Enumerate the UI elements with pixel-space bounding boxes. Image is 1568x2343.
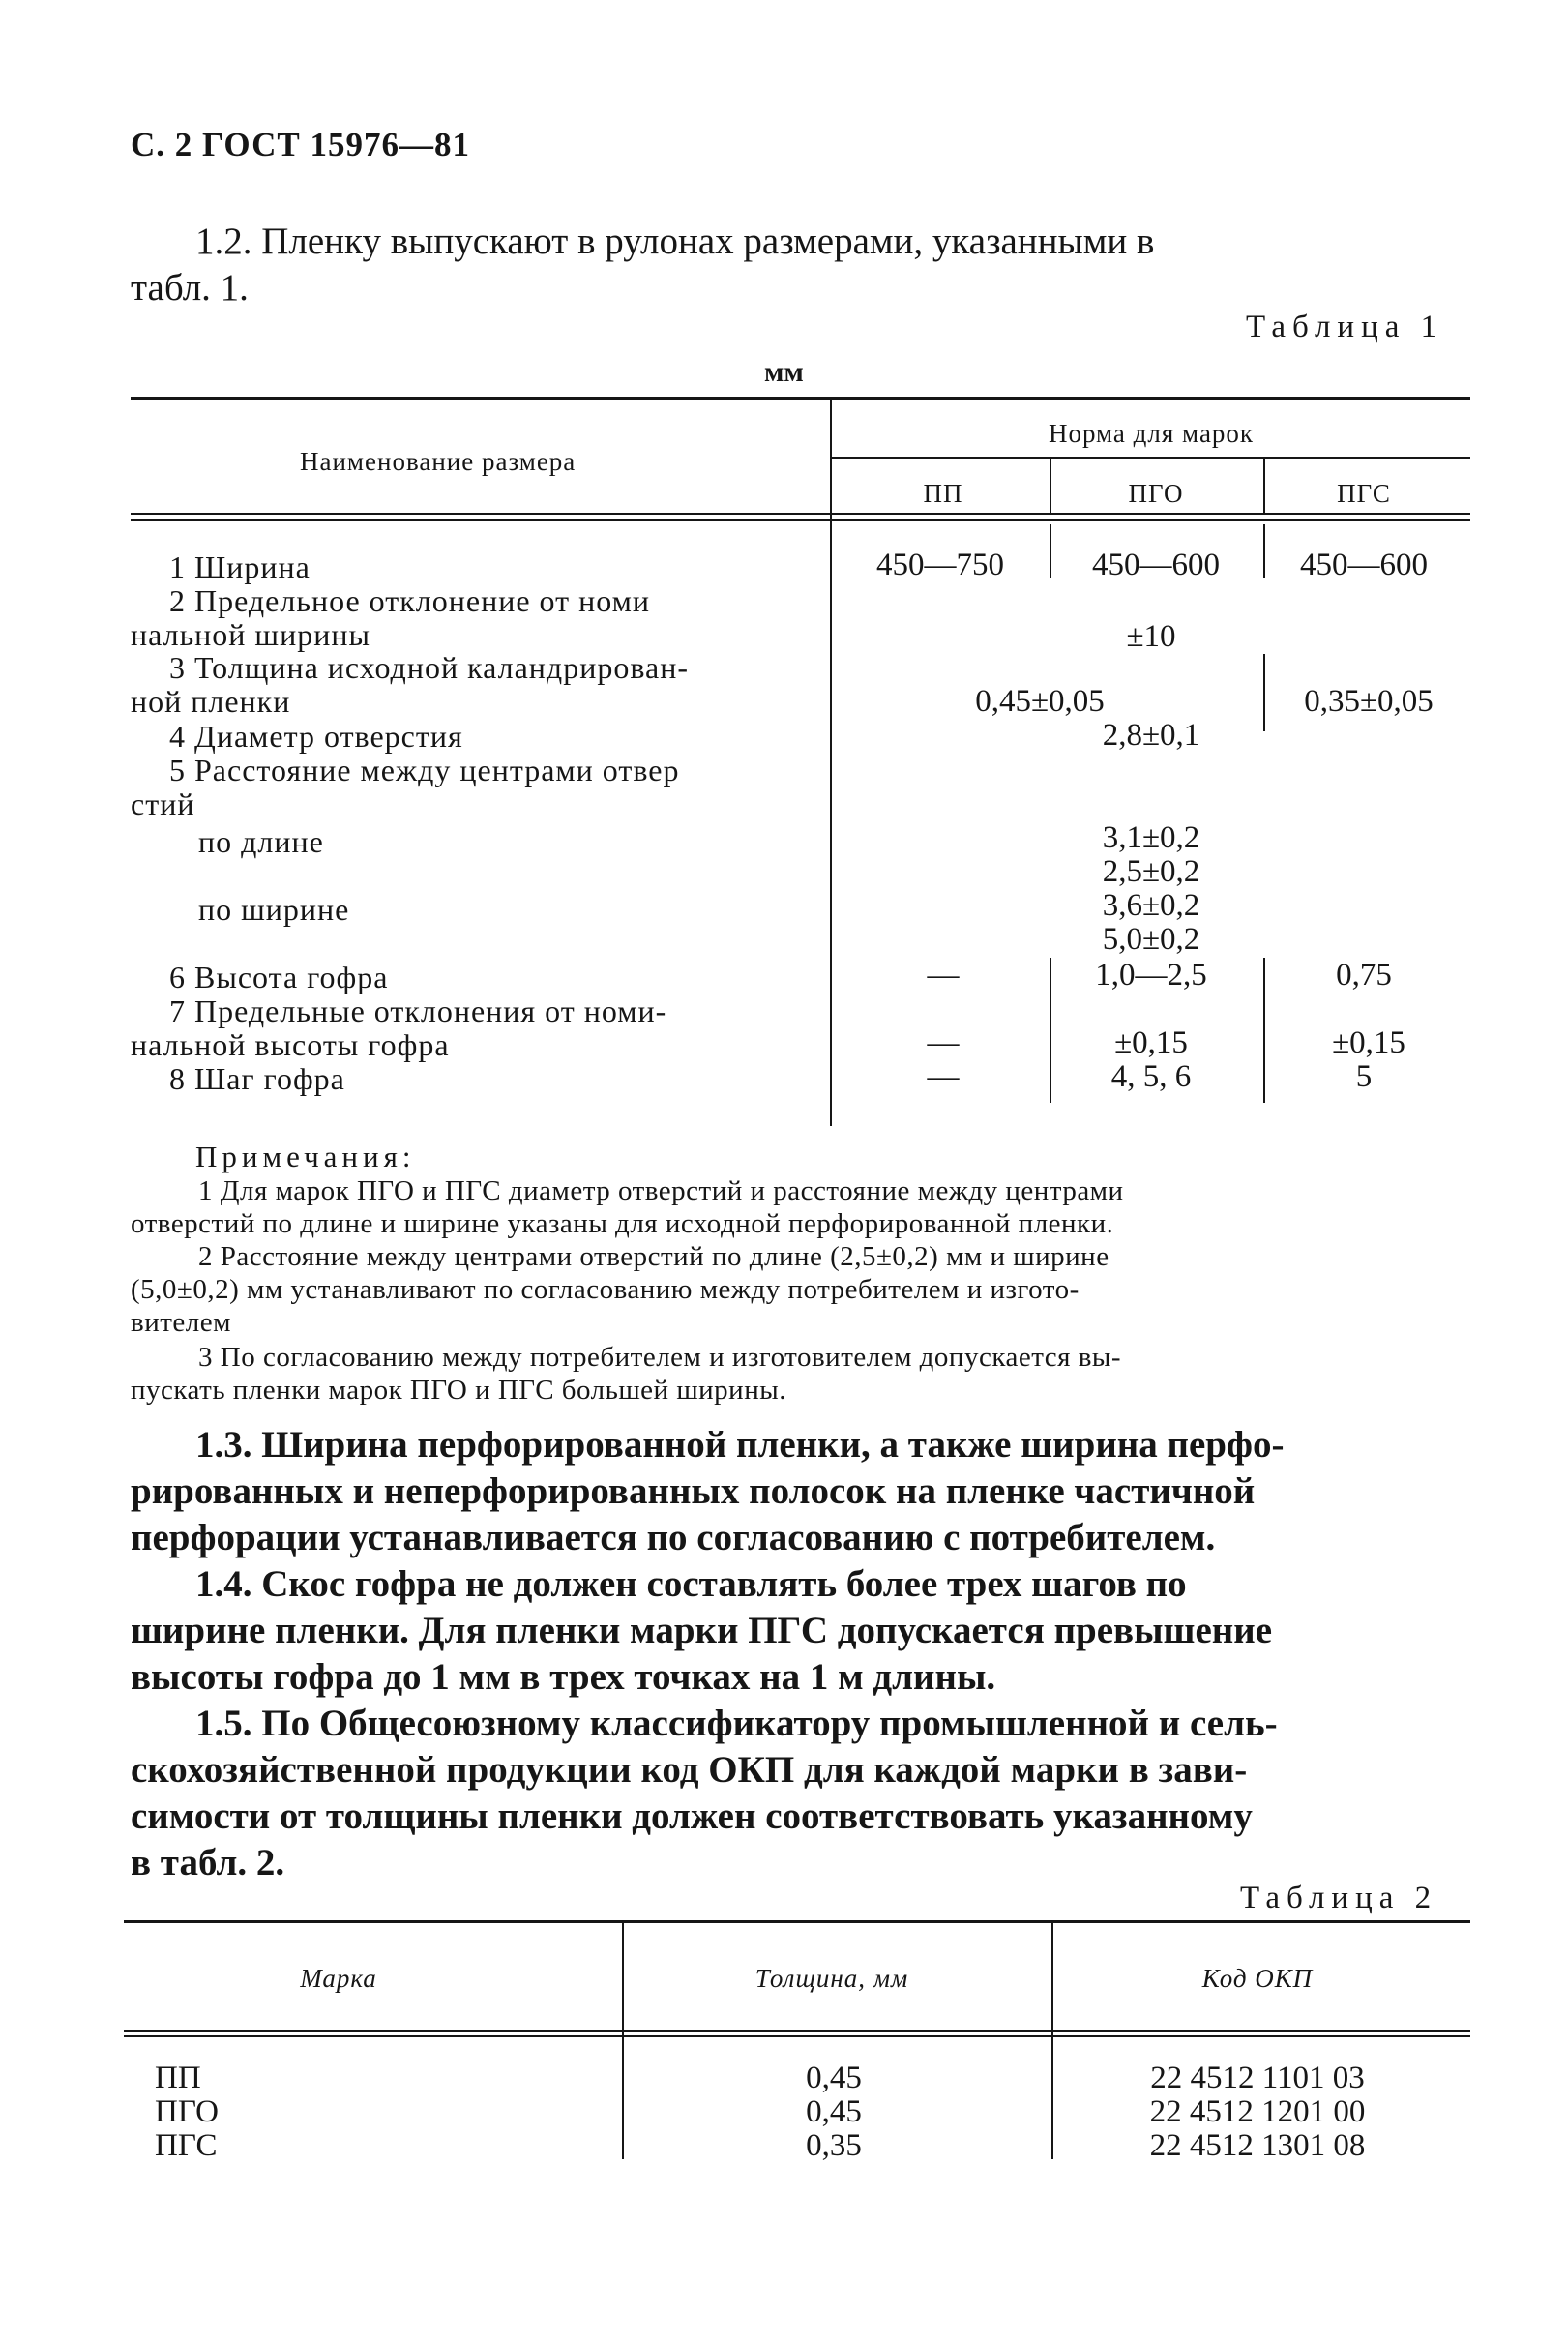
table1-r5-length-2: 2,5±0,2 [1102,854,1200,889]
table1-r6-pgs: 0,75 [1336,958,1392,993]
table1-r7-pp: — [927,1025,960,1060]
table1-r5-length-1: 3,1±0,2 [1102,820,1200,855]
table1-r4-val: 2,8±0,1 [1102,718,1200,753]
table1-notes-title: Примечания: [195,1140,416,1173]
table1-vline-r1-2 [1263,524,1265,578]
table1-r2-name-b: нальной ширины [131,617,370,652]
table2-row2-code: 22 4512 1201 00 [1149,2094,1366,2129]
table1-note-2a: 2 Расстояние между центрами отверстий по длине (2,5±0,2) мм и ширине [198,1241,1109,1272]
table1-r5-width-2: 5,0±0,2 [1102,922,1200,957]
table1-header-norm: Норма для марок [1048,419,1255,448]
table1-vline-hdr-2 [1263,459,1265,515]
table2-vline-2 [1051,1922,1053,2159]
para-1-2-line2: табл. 1. [131,267,249,309]
table2-row1-code: 22 4512 1101 03 [1150,2061,1365,2095]
table1-r4-name: 4 Диаметр отверстия [169,719,463,754]
table1-r1-name: 1 Ширина [169,549,311,584]
table2-top-rule [124,1920,1470,1923]
table1-r7-pgo: ±0,15 [1114,1025,1188,1060]
para-1-3-line3: перфорации устанавливается по согласованию с потребителем. [131,1517,1216,1558]
table1-r6-pp: — [927,958,960,993]
table1-header-name: Наименование размера [300,447,577,476]
table1-note-2b: (5,0±0,2) мм устанавливают по согласованию между потребителем и изгото- [131,1274,1080,1305]
table2-header-code: Код ОКП [1201,1964,1314,1993]
table2-header-rule-b [124,2035,1470,2037]
table1-r6-name: 6 Высота гофра [169,960,389,994]
table1-r3-name-a: 3 Толщина исходной каландрирован- [169,650,689,685]
table1-top-rule [131,397,1470,400]
table1-r1-pp: 450—750 [876,548,1004,582]
table2-header-rule-a [124,2030,1470,2032]
table1-note-3b: пускать пленки марок ПГО и ПГС большей ширины. [131,1375,786,1406]
table1-vline-r6-1 [1050,958,1051,1103]
table1-r8-pgs: 5 [1355,1059,1373,1094]
para-1-4-line2: ширине пленки. Для пленки марки ПГС допускается превышение [131,1610,1273,1651]
table2-row1-thickness: 0,45 [806,2061,862,2095]
table1-vline-hdr-1 [1050,459,1051,515]
table2-caption: Таблица 2 [1240,1881,1438,1915]
table1-subheader-rule [832,457,1470,459]
table2-row3-thickness: 0,35 [806,2128,862,2163]
table1-r8-pp: — [927,1059,960,1094]
table1-note-3a: 3 По согласованию между потребителем и изготовителем допускается вы- [198,1342,1122,1373]
page-header: С. 2 ГОСТ 15976—81 [131,126,470,163]
table1-vline-name [830,399,832,1126]
table2-row3-mark: ПГС [155,2128,218,2163]
table1-header-pgo: ПГО [1128,479,1184,508]
table1-units: мм [764,356,804,388]
table1-r3-name-b: ной пленки [131,684,291,719]
table1-note-1a: 1 Для марок ПГО и ПГС диаметр отверстий и расстояние между центрами [198,1175,1124,1206]
table1-header-pgs: ПГС [1337,479,1391,508]
table2-row2-thickness: 0,45 [806,2094,862,2129]
table1-r3-pgs: 0,35±0,05 [1304,684,1434,719]
para-1-3-line2: рированных и неперфорированных полосок на пленке частичной [131,1470,1256,1512]
para-1-2-line1: 1.2. Пленку выпускают в рулонах размерами, указанными в [195,221,1155,262]
table2-row1-mark: ПП [155,2061,201,2095]
para-1-3-line1: 1.3. Ширина перфорированной пленки, а также ширина перфо- [195,1424,1285,1466]
para-1-5-line3: симости от толщины пленки должен соответствовать указанному [131,1795,1253,1837]
table1-r3-pp-pgo: 0,45±0,05 [975,684,1105,719]
table1-r6-pgo: 1,0—2,5 [1095,958,1207,993]
table1-r2-val: ±10 [1126,619,1176,654]
table1-vline-r6-2 [1263,958,1265,1103]
table1-r5-width-1: 3,6±0,2 [1102,888,1200,923]
table1-note-2c: вителем [131,1307,231,1338]
table1-r1-pgo: 450—600 [1092,548,1220,582]
para-1-5-line4: в табл. 2. [131,1842,285,1883]
table1-header-rule-a [131,513,1470,515]
table1-header-rule-b [131,519,1470,521]
table1-r7-name-a: 7 Предельные отклонения от номи- [169,994,667,1028]
table1-note-1b: отверстий по длине и ширине указаны для исходной перфорированной пленки. [131,1208,1114,1239]
table2-row3-code: 22 4512 1301 08 [1149,2128,1366,2163]
table2-row2-mark: ПГО [155,2094,219,2129]
para-1-4-line1: 1.4. Скос гофра не должен составлять более трех шагов по [195,1563,1187,1605]
table1-r5-length-label: по длине [198,824,324,859]
table2-vline-1 [622,1922,624,2159]
table2-header-mark: Марка [300,1964,377,1993]
table1-r8-name: 8 Шаг гофра [169,1061,345,1096]
para-1-5-line2: скохозяйственной продукции код ОКП для каждой марки в зави- [131,1749,1248,1791]
table1-r1-pgs: 450—600 [1300,548,1428,582]
table1-r2-name-a: 2 Предельное отклонение от номи [169,583,650,618]
table1-r8-pgo: 4, 5, 6 [1110,1059,1192,1094]
table1-r5-width-label: по ширине [198,892,350,927]
table1-header-pp: ПП [923,479,963,508]
table1-r5-name-a: 5 Расстояние между центрами отвер [169,753,680,787]
table2-header-thickness: Толщина, мм [754,1964,909,1993]
para-1-4-line3: высоты гофра до 1 мм в трех точках на 1 м длины. [131,1656,996,1698]
table1-vline-r1-1 [1050,524,1051,578]
table1-vline-r3 [1263,654,1265,731]
table1-caption: Таблица 1 [1246,310,1444,344]
table1-r7-pgs: ±0,15 [1332,1025,1405,1060]
table1-r7-name-b: нальной высоты гофра [131,1027,450,1062]
para-1-5-line1: 1.5. По Общесоюзному классификатору промышленной и сель- [195,1703,1278,1744]
table1-r5-name-b: стий [131,786,195,821]
